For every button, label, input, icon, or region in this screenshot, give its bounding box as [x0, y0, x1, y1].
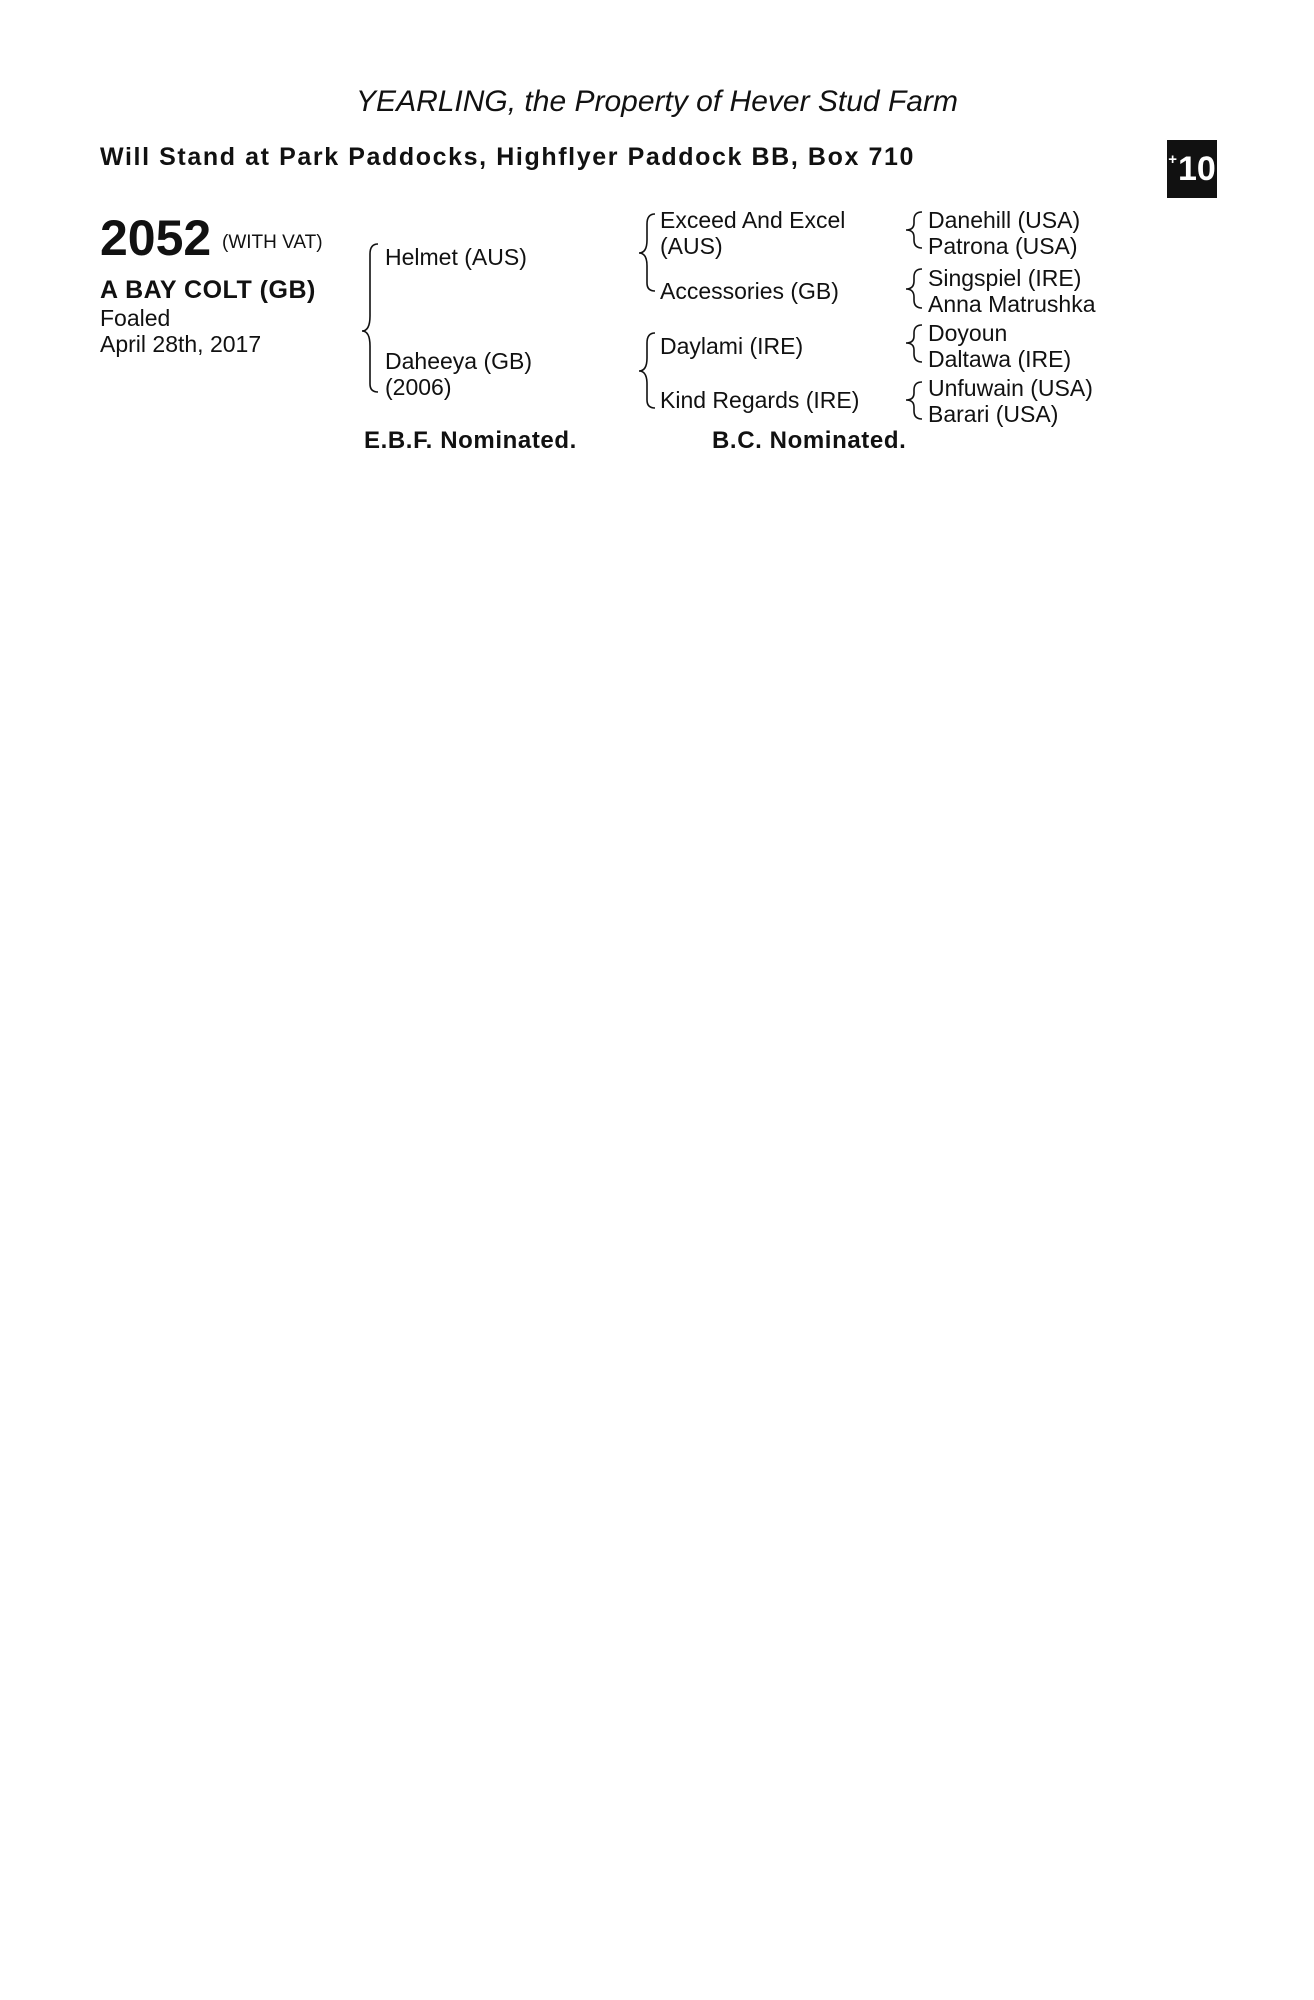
pedigree-dss: Doyoun [928, 320, 1008, 346]
pedigree-dam-name: Daheeya (GB) [385, 348, 533, 374]
pedigree-dam-year: (2006) [385, 374, 452, 400]
pedigree-sire-dam: Accessories (GB) [660, 278, 839, 304]
pedigree-dam-dam: Kind Regards (IRE) [660, 387, 860, 413]
lot-number: 2052 [100, 210, 212, 266]
foaled-label: Foaled [100, 305, 171, 331]
vat-note: (WITH VAT) [222, 232, 323, 253]
pedigree-dam-sire: Daylami (IRE) [660, 333, 804, 359]
pedigree-dsd: Daltawa (IRE) [928, 346, 1072, 372]
pedigree-ss-line2: (AUS) [660, 233, 723, 259]
foaled-date: April 28th, 2017 [100, 331, 262, 357]
pedigree-dam [385, 348, 532, 400]
pedigree-ddd: Barari (USA) [928, 401, 1059, 427]
pedigree-sss: Danehill (USA) [928, 207, 1081, 233]
pedigree-sds: Singspiel (IRE) [928, 265, 1082, 291]
bc-nominated: B.C. Nominated. [712, 427, 907, 454]
stand-location: Will Stand at Park Paddocks, Highflyer Paddock BB, Box 710 [100, 143, 916, 171]
pedigree-sire: Helmet (AUS) [385, 244, 527, 270]
badge-plus: + [1168, 150, 1177, 168]
pedigree-sdd: Anna Matrushka [928, 291, 1096, 317]
page-header-title: YEARLING, the Property of Hever Stud Farm [356, 85, 958, 118]
pedigree-brackets [0, 0, 1314, 460]
ebf-nominated: E.B.F. Nominated. [364, 427, 577, 454]
badge-number: 10 [1177, 150, 1216, 188]
pedigree-sire-sire [660, 207, 845, 259]
pedigree-dds: Unfuwain (USA) [928, 375, 1093, 401]
pedigree-ss-line1: Exceed And Excel [660, 207, 846, 233]
pedigree-ssd: Patrona (USA) [928, 233, 1078, 259]
lot-description: A BAY COLT (GB) [100, 276, 316, 304]
